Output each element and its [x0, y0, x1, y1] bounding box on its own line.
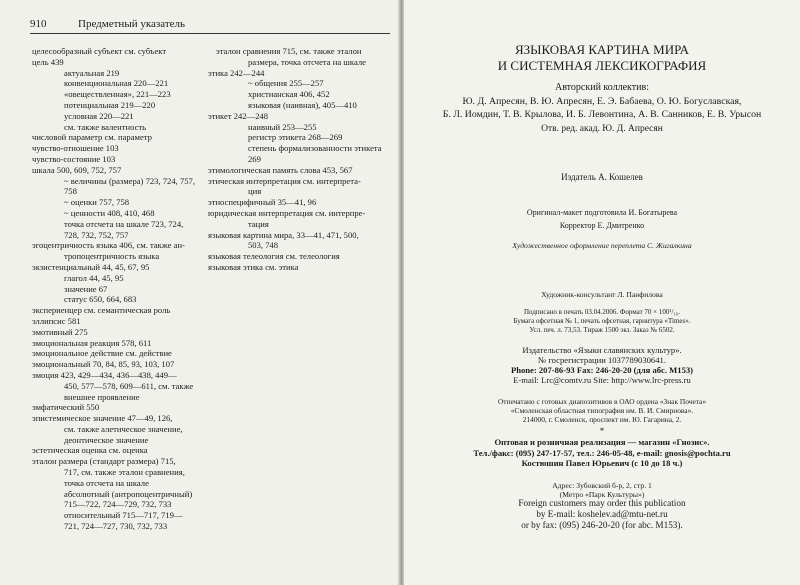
index-entry: точка отсчета на шкале: [64, 477, 149, 488]
index-entry: ~ оценки 757, 758: [64, 197, 130, 208]
title-line-2: И СИСТЕМНАЯ ЛЕКСИКОГРАФИЯ: [497, 58, 707, 73]
page-number: 910: [30, 18, 47, 30]
title-line-1: ЯЗЫКОВАЯ КАРТИНА МИРА: [514, 42, 690, 57]
index-entry: этическая интерпретация см. интерпрета-: [208, 175, 361, 186]
publisher-line: Издатель А. Кошелев: [561, 172, 643, 182]
authors-line-1: Ю. Д. Апресян, В. Ю. Апресян, Е. Э. Бабаева, О. Ю. Богуславская,: [462, 96, 742, 107]
index-entry: цель 439: [32, 56, 64, 67]
index-entry: этика 242—244: [208, 67, 265, 78]
index-column-2: [208, 46, 392, 273]
index-entry: эмфатический 550: [32, 402, 100, 413]
index-entry: глагол 44, 45, 95: [64, 272, 124, 283]
index-entry: эстетическая оценка см. оценка: [32, 445, 148, 456]
right-page-imprint: [404, 0, 800, 585]
index-entry: деонтическое значение: [64, 434, 149, 445]
print-info-2: Бумага офсетная № 1, печать офсетная, гарнитура «Times».: [513, 317, 691, 325]
authors-heading: Авторский коллектив:: [554, 82, 650, 93]
index-entry: абсолютный (антропоцентричный): [64, 488, 193, 499]
index-entry: 450, 577—578, 609—611, см. также: [64, 380, 194, 391]
wholesale-info: [404, 437, 800, 469]
index-entry: юридическая интерпретация см. интерпре-: [208, 207, 366, 218]
authors-line-2: Б. Л. Иомдин, Т. В. Крылова, И. Б. Левонтина, А. В. Санников, Е. В. Урысон: [442, 109, 762, 120]
index-entry: этикет 242—248: [208, 110, 269, 121]
printed-line-3: 214000, г. Смоленск, проспект им. Ю. Гагарина, 2.: [522, 415, 682, 424]
wholesale-line-2: Тел./факс: (095) 247-17-57, тел.: 246-05-48, e-mail: gnosis@pochta.ru: [473, 447, 731, 458]
book-title: [404, 42, 800, 74]
index-entry: христианская 406, 452: [248, 89, 330, 100]
index-entry: тация: [248, 218, 269, 229]
index-entry: экспериенцер см. семантическая роль: [32, 305, 171, 316]
index-entry: экзистенциальный 44, 45, 67, 95: [32, 261, 150, 272]
index-entry: эталон размера (стандарт размера) 715,: [32, 456, 176, 467]
index-entry: шкала 500, 609, 752, 757: [32, 164, 122, 175]
wholesale-line-3: Костюшин Павел Юрьевич (с 10 до 18 ч.): [521, 458, 683, 468]
separator-star: *: [599, 426, 605, 436]
index-entry: 717, см. также эталон сравнения,: [64, 467, 185, 478]
index-entry: тропоцентричность языка: [64, 251, 160, 262]
index-entry: целесообразный субъект см. субъект: [32, 46, 167, 56]
index-entry: языковая (наивная), 405—410: [248, 99, 357, 110]
proofreader-credit: Корректор Е. Дмитренко: [559, 221, 645, 230]
authors-list: [404, 95, 800, 121]
index-entry: 758: [64, 186, 77, 197]
index-entry: ~ общения 255—257: [248, 78, 324, 89]
index-entry: внешнее проявление: [64, 391, 140, 402]
index-entry: ~ величины (размера) 723, 724, 757,: [64, 175, 195, 186]
index-entry: эллипсис 581: [32, 315, 81, 326]
index-entry: ~ ценности 408, 410, 468: [64, 207, 155, 218]
index-entry: эталон сравнения 715, см. также эталон: [216, 46, 362, 56]
print-info-3: Усл. печ. л. 73,53. Тираж 1500 экз. Заказ № 6502.: [529, 326, 675, 334]
index-entry: эмоциональный 70, 84, 85, 93, 103, 107: [32, 359, 175, 370]
index-entry: условная 220—221: [64, 110, 134, 121]
index-entry: 728, 732, 752, 757: [64, 229, 129, 240]
design-credit: Художественное оформление переплета С. Жигалкина: [512, 241, 692, 250]
index-entry: значение 67: [64, 283, 108, 294]
index-entry: эмоция 423, 429—434, 436—438, 449—: [32, 369, 177, 380]
publishing-house: Издательство «Языки славянских культур».: [522, 345, 682, 355]
foreign-line-3: or by fax: (095) 246-20-20 (for abc. M153).: [521, 520, 683, 530]
index-entry: 503, 748: [248, 240, 279, 251]
layout-credit: Оригинал-макет подготовила И. Богатырева: [526, 208, 678, 217]
printed-line-2: «Смоленская областная типография им. В. И. Смирнова».: [510, 406, 694, 415]
index-entry: относительный 715—717, 719—: [64, 510, 183, 521]
index-entry: размера, точка отсчета на шкале: [248, 56, 366, 67]
index-entry: 715—722, 724—729, 732, 733: [64, 499, 172, 510]
index-entry: «овеществленная», 221—223: [64, 89, 171, 100]
index-entry: эпистемическое значение 47—49, 126,: [32, 413, 173, 424]
index-entry: эмоциональная реакция 578, 611: [32, 337, 152, 348]
index-entry: ция: [248, 186, 262, 197]
index-entry: эмоциональное действие см. действие: [32, 348, 172, 359]
index-entry: эмотивный 275: [32, 326, 88, 337]
index-entry: регистр этикета 268—269: [248, 132, 343, 143]
index-column-1: [32, 46, 214, 532]
index-entry: чувство-отношение 103: [32, 143, 119, 154]
phone-fax: Phone: 207-86-93 Fax: 246-20-20 (для абс. M153): [510, 365, 694, 375]
print-info-1: Подписано в печать 03.04.2006. Формат 70 × 100¹/₁₆.: [523, 308, 681, 316]
index-entry: степень формализованности этикета: [248, 143, 382, 154]
index-entry: см. также алетическое значение,: [64, 423, 183, 434]
index-entry: 269: [248, 153, 261, 164]
editor-line: Отв. ред. акад. Ю. Д. Апресян: [541, 124, 663, 134]
index-entry: статус 650, 664, 683: [64, 294, 137, 305]
index-entry: языковая этика см. этика: [208, 261, 299, 272]
index-entry: языковая картина мира, 33—41, 471, 500,: [208, 229, 359, 240]
index-entry: потенциальная 219—220: [64, 99, 156, 110]
store-address: [404, 481, 800, 499]
foreign-orders: [404, 498, 800, 531]
consultant-credit: Художник-консультант Л. Панфилова: [541, 290, 663, 299]
index-entry: этимологическая память слова 453, 567: [208, 164, 353, 175]
index-entry: см. также валентность: [64, 121, 147, 132]
printed-line-1: Отпечатано с готовых диапозитивов в ОАО ордена «Знак Почета»: [497, 397, 707, 406]
foreign-line-2: by E-mail: koshelev.ad@mtu-net.ru: [536, 509, 668, 519]
index-entry: 721, 724—727, 730, 732, 733: [64, 521, 168, 532]
wholesale-line-1: Оптовая и розничная реализация — магазин «Гнозис».: [494, 437, 710, 447]
index-entry: наивный 253—255: [248, 121, 317, 132]
publisher-info: [404, 345, 800, 385]
email-site: E-mail: Lrc@comtv.ru Site: http://www.lrc-press.ru: [513, 375, 691, 385]
license-number: № госрегистрации 1037789030641.: [538, 355, 666, 365]
foreign-line-1: Foreign customers may order this publication: [518, 498, 686, 508]
index-entry: языковая телеология см. телеология: [208, 251, 340, 262]
address-line-2: (Метро «Парк Культуры»): [559, 490, 645, 499]
index-entry: этноспецифичный 35—41, 96: [208, 197, 317, 208]
running-head: [30, 18, 390, 34]
index-entry: актуальная 219: [64, 67, 120, 78]
printer-info: [404, 397, 800, 424]
index-entry: чувство-состояние 103: [32, 153, 116, 164]
index-entry: числовой параметр см. параметр: [32, 132, 152, 143]
print-details: [404, 308, 800, 335]
index-entry: точка отсчета на шкале 723, 724,: [64, 218, 184, 229]
index-entry: конвенциональная 220—221: [64, 78, 169, 89]
index-entry: эгоцентричность языка 406, см. также ан-: [32, 240, 185, 251]
address-line-1: Адрес: Зубовский б-р, 2, стр. 1: [552, 481, 652, 490]
running-title: Предметный указатель: [78, 18, 186, 30]
